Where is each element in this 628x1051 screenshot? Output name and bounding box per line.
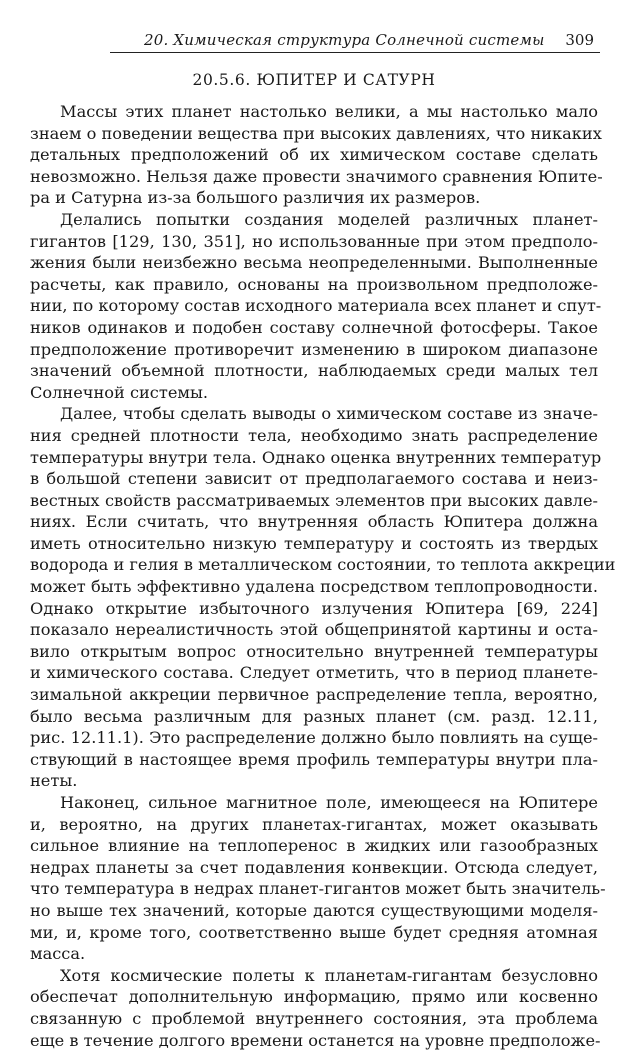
text-line: ствующий в настоящее время профиль температуры внутри пла- [30, 749, 598, 769]
text-line: знаем о поведении вещества при высоких давлениях, что никаких [30, 123, 602, 143]
text-line: Делались попытки создания моделей различных планет- [60, 209, 598, 229]
text-line: Хотя космические полеты к планетам-гигантам безусловно [60, 965, 598, 985]
running-title: 20. Химическая структура Солнечной системы [144, 31, 545, 49]
text-line: ми, и, кроме того, соответственно выше будет средняя атомная [30, 922, 598, 942]
text-line: предположение противоречит изменению в широком диапазоне [30, 339, 598, 359]
text-line: зимальной аккреции первичное распределение тепла, вероятно, [30, 685, 598, 705]
text-line: связанную с проблемой внутреннего состояния, эта проблема [30, 1008, 598, 1028]
text-line: значений объемной плотности, наблюдаемых среди малых тел [30, 361, 598, 381]
text-line: Солнечной системы. [30, 382, 209, 402]
text-line: рис. 12.11.1). Это распределение должно было повлиять на суще- [30, 728, 598, 748]
running-head [110, 30, 600, 53]
text-line: температуры внутри тела. Однако оценка внутренних температур [30, 447, 602, 467]
text-line: жения были неизбежно весьма неопределенными. Выполненные [30, 253, 598, 273]
text-line: было весьма различным для разных планет (см. разд. 12.11, [30, 706, 598, 726]
text-line: сильное влияние на теплоперенос в жидких или газообразных [30, 836, 598, 856]
text-line: невозможно. Нельзя даже провести значимого сравнения Юпите- [30, 166, 603, 186]
text-line: обеспечат дополнительную информацию, прямо или косвенно [30, 987, 598, 1007]
text-line: иметь относительно низкую температуру и состоять из твердых [30, 533, 598, 553]
text-line: и химического состава. Следует отметить, что в период планете- [30, 663, 598, 683]
text-line: ников одинаков и подобен составу солнечной фотосферы. Такое [30, 317, 598, 337]
text-line: детальных предположений об их химическом составе сделать [30, 145, 598, 165]
text-line: вило открытым вопрос относительно внутренней температуры [30, 641, 598, 661]
text-line: нии, по которому состав исходного материала всех планет и спут- [30, 296, 602, 316]
text-line: ниях. Если считать, что внутренняя область Юпитера должна [30, 512, 598, 532]
text-line: и, вероятно, на других планетах-гигантах, может оказывать [30, 814, 598, 834]
page-number: 309 [565, 31, 594, 49]
text-line: масса. [30, 944, 86, 964]
text-line: расчеты, как правило, основаны на произвольном предположе- [30, 274, 598, 294]
text-line: Однако открытие избыточного излучения Юпитера [69, 224] [30, 598, 598, 618]
text-line: водорода и гелия в металлическом состоянии, то теплота аккреции [30, 555, 616, 575]
text-line: Наконец, сильное магнитное поле, имеющееся на Юпитере [60, 793, 598, 812]
body-text [30, 101, 616, 1051]
text-line: в большой степени зависит от предполагаемого состава и неиз- [30, 469, 598, 489]
text-line: недрах планеты за счет подавления конвекции. Отсюда следует, [30, 857, 598, 877]
text-line: вестных свойств рассматриваемых элементов при высоких давле- [30, 490, 598, 510]
text-line: неты. [30, 771, 78, 791]
text-line: что температура в недрах планет-гигантов может быть значитель- [30, 879, 606, 899]
section-heading: 20.5.6. ЮПИТЕР И САТУРН [192, 71, 436, 89]
text-line: еще в течение долгого времени останется на уровне предположе- [30, 1030, 601, 1050]
text-line: Далее, чтобы сделать выводы о химическом составе из значе- [60, 404, 598, 424]
text-line: показало нереалистичность этой общепринятой картины и оста- [30, 620, 598, 640]
text-line: но выше тех значений, которые даются существующими моделя- [30, 900, 598, 920]
text-line: может быть эффективно удалена посредством теплопроводности. [30, 577, 598, 597]
text-line: гигантов [129, 130, 351], но использованные при этом предполо- [30, 231, 598, 251]
text-line: ра и Сатурна из-за большого различия их размеров. [30, 188, 481, 208]
text-line: ния средней плотности тела, необходимо знать распределение [30, 425, 598, 445]
text-line: Массы этих планет настолько велики, а мы настолько мало [60, 102, 598, 121]
